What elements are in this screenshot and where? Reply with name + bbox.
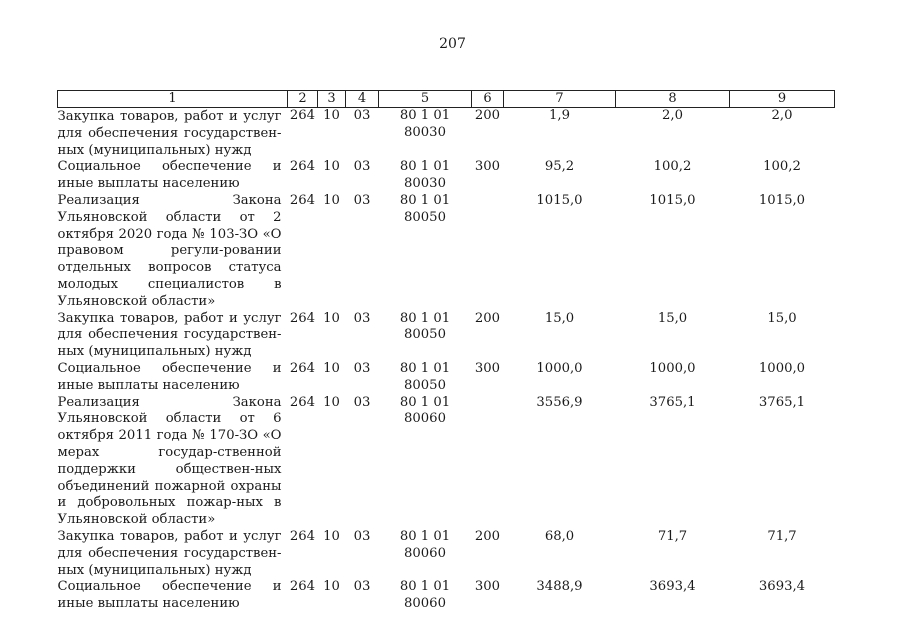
- ministry-code-cell: 264: [289, 108, 316, 123]
- target-article-cell: 80 1 01 80030: [399, 159, 451, 192]
- amount-col9-cell: 3693,4: [758, 579, 806, 595]
- description-cell: Социальное обеспечение и иные выплаты населению: [57, 360, 282, 393]
- amount-col8-cell: 2,0: [662, 108, 683, 123]
- amount-col8-cell: 100,2: [653, 159, 692, 175]
- ministry-code-cell: 264: [289, 192, 316, 208]
- amount-col7-cell: 3488,9: [536, 579, 583, 595]
- subsection-cell: 03: [353, 192, 371, 208]
- amount-col8-cell: 71,7: [657, 528, 688, 544]
- subsection-cell: 03: [353, 310, 371, 326]
- target-article-cell: 80 1 01 80060: [399, 579, 451, 612]
- table-row: [58, 193, 835, 311]
- section-cell: 10: [323, 579, 340, 595]
- amount-col7-cell: 3556,9: [536, 394, 583, 410]
- amount-col9-cell: 71,7: [767, 528, 797, 544]
- section-cell: 10: [323, 528, 340, 544]
- amount-col9-cell: 3765,1: [758, 394, 806, 410]
- expense-type-cell: 300: [474, 579, 501, 595]
- table-row: [58, 159, 835, 193]
- table-row: [58, 311, 835, 361]
- target-article-cell: 80 1 01 80060: [399, 394, 451, 427]
- section-cell: 10: [323, 310, 340, 326]
- table-row: [58, 395, 835, 529]
- amount-col9-cell: 100,2: [763, 159, 801, 175]
- ministry-code-cell: 264: [289, 360, 316, 376]
- expense-type-cell: 200: [474, 528, 501, 544]
- budget-table: [57, 90, 835, 613]
- header-cell: 3: [318, 91, 346, 108]
- section-cell: 10: [323, 360, 340, 376]
- subsection-cell: 03: [353, 360, 371, 376]
- header-cell: 1: [58, 91, 288, 108]
- subsection-cell: 03: [353, 108, 371, 123]
- section-cell: 10: [323, 108, 340, 123]
- description-cell: Закупка товаров, работ и услуг для обеспечения государствен-ных (муниципальных) нужд: [57, 310, 282, 360]
- subsection-cell: 03: [353, 394, 371, 410]
- header-cell: 4: [346, 91, 379, 108]
- ministry-code-cell: 264: [289, 579, 316, 595]
- expense-type-cell: 300: [474, 360, 501, 376]
- table-header: [58, 91, 835, 108]
- description-cell: Закупка товаров, работ и услуг для обеспечения государствен-ных (муниципальных) нужд: [57, 109, 282, 158]
- table-row: [58, 361, 835, 395]
- amount-col8-cell: 15,0: [657, 310, 688, 326]
- page-number: 207: [439, 36, 466, 52]
- table-row: [58, 108, 835, 160]
- target-article-cell: 80 1 01 80050: [399, 360, 451, 393]
- amount-col9-cell: 15,0: [767, 310, 797, 326]
- amount-col8-cell: 1000,0: [649, 360, 696, 376]
- amount-col9-cell: 1000,0: [758, 360, 806, 376]
- section-cell: 10: [323, 192, 340, 208]
- header-cell: 9: [730, 91, 835, 108]
- description-cell: Реализация Закона Ульяновской области от 2 октября 2020 года № 103-ЗО «О правовом регули-ровании отдельных вопросов статуса молодых специалистов в Ульяновской области»: [57, 192, 282, 309]
- target-article-cell: 80 1 01 80050: [399, 192, 451, 225]
- amount-col7-cell: 68,0: [544, 528, 575, 544]
- expense-type-cell: [472, 193, 504, 311]
- subsection-cell: 03: [353, 528, 371, 544]
- amount-col9-cell: 2,0: [771, 108, 793, 123]
- amount-col8-cell: 3693,4: [649, 579, 696, 595]
- header-cell: 5: [379, 91, 472, 108]
- section-cell: 10: [323, 159, 340, 175]
- table-row: [58, 579, 835, 613]
- amount-col7-cell: 1000,0: [536, 360, 583, 376]
- expense-type-cell: 200: [474, 108, 501, 123]
- header-cell: 2: [288, 91, 318, 108]
- ministry-code-cell: 264: [289, 528, 316, 544]
- amount-col8-cell: 1015,0: [649, 192, 696, 208]
- amount-col8-cell: 3765,1: [649, 394, 696, 410]
- expense-type-cell: [472, 395, 504, 529]
- amount-col7-cell: 95,2: [544, 159, 575, 175]
- ministry-code-cell: 264: [289, 159, 316, 175]
- description-cell: Социальное обеспечение и иные выплаты населению: [57, 579, 282, 612]
- header-row: [58, 91, 835, 108]
- subsection-cell: 03: [353, 579, 371, 595]
- ministry-code-cell: 264: [289, 394, 316, 410]
- description-cell: Закупка товаров, работ и услуг для обеспечения государствен-ных (муниципальных) нужд: [57, 528, 282, 578]
- expense-type-cell: 200: [474, 310, 501, 326]
- amount-col9-cell: 1015,0: [758, 192, 806, 208]
- header-cell: 8: [616, 91, 730, 108]
- section-cell: 10: [323, 394, 340, 410]
- subsection-cell: 03: [353, 159, 371, 175]
- header-cell: 6: [472, 91, 504, 108]
- description-cell: Реализация Закона Ульяновской области от 6 октября 2011 года № 170-ЗО «О мерах государ-ственной поддержки обществен-ных объединений пожарной охраны и добровольных пожар-ных в Ульяновской области»: [57, 394, 282, 528]
- ministry-code-cell: 264: [289, 310, 316, 326]
- description-cell: Социальное обеспечение и иные выплаты населению: [57, 159, 282, 192]
- target-article-cell: 80 1 01 80030: [399, 108, 451, 140]
- target-article-cell: 80 1 01 80050: [399, 310, 451, 343]
- amount-col7-cell: 1,9: [549, 108, 570, 123]
- table-body: [58, 108, 835, 613]
- target-article-cell: 80 1 01 80060: [399, 528, 451, 561]
- table-row: [58, 529, 835, 579]
- amount-col7-cell: 1015,0: [536, 192, 583, 208]
- header-cell: 7: [504, 91, 616, 108]
- expense-type-cell: 300: [474, 159, 501, 175]
- amount-col7-cell: 15,0: [544, 310, 575, 326]
